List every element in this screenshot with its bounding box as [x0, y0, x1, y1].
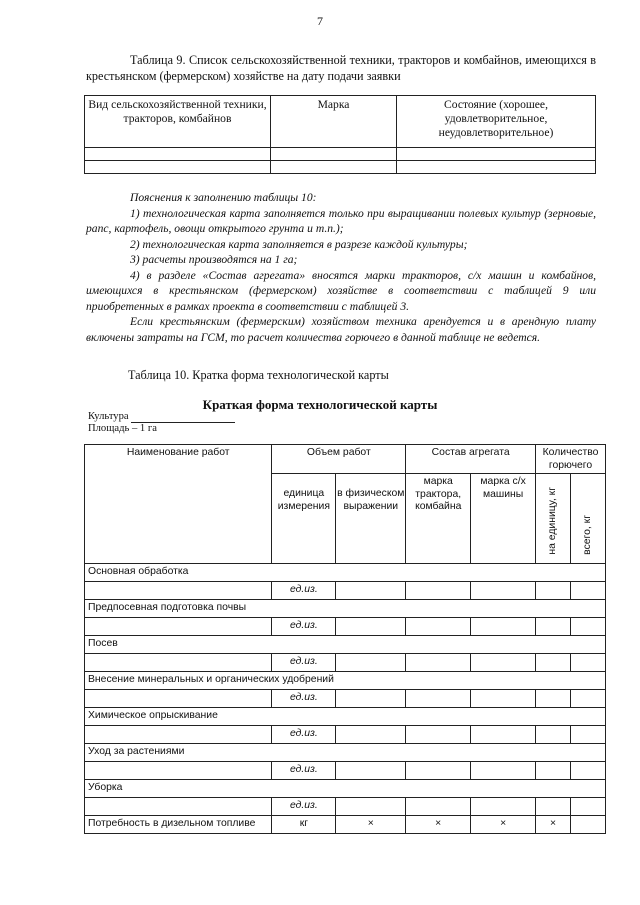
input-cell[interactable]	[571, 654, 606, 672]
input-cell[interactable]	[85, 582, 272, 600]
table-row	[85, 690, 606, 708]
unit-cell: ед.из.	[272, 762, 336, 780]
note-item: 2) технологическая карта заполняется в разрезе каждой культуры;	[130, 237, 468, 251]
card-title: Краткая форма технологической карты	[202, 397, 438, 412]
table10-caption: Таблица 10. Кратка форма технологической карты	[128, 368, 389, 382]
input-cell[interactable]	[336, 654, 406, 672]
card-meta	[88, 411, 235, 435]
input-cell[interactable]	[406, 690, 471, 708]
header-volume: Объем работ	[272, 445, 406, 474]
table-row	[85, 582, 606, 600]
header-aggregate: Состав агрегата	[406, 445, 536, 474]
culture-field[interactable]	[131, 412, 235, 423]
diesel-mark: ×	[536, 816, 571, 834]
input-cell[interactable]	[536, 582, 571, 600]
note-item: 1) технологическая карта заполняется только при выращивании полевых культур (зерновые, рапс, картофель, овощи открытого грунта и т.п.);	[86, 206, 596, 235]
header-work-name: Наименование работ	[85, 445, 272, 564]
input-cell[interactable]	[536, 618, 571, 636]
table9-header-brand: Марка	[271, 96, 397, 148]
input-cell[interactable]	[471, 798, 536, 816]
culture-label: Культура	[88, 411, 129, 422]
unit-cell: ед.из.	[272, 654, 336, 672]
table10-body	[85, 564, 606, 834]
input-cell[interactable]	[571, 798, 606, 816]
input-cell[interactable]	[406, 762, 471, 780]
unit-cell: ед.из.	[272, 618, 336, 636]
input-cell[interactable]	[471, 654, 536, 672]
input-cell[interactable]	[336, 690, 406, 708]
page-number: 7	[317, 14, 323, 28]
notes-title: Пояснения к заполнению таблицы 10:	[130, 191, 317, 204]
section-row	[85, 744, 606, 762]
input-cell[interactable]	[571, 726, 606, 744]
header-unit: единица измерения	[272, 474, 336, 564]
area-label: Площадь – 1 га	[88, 423, 157, 434]
section-title: Посев	[85, 636, 606, 654]
section-row	[85, 600, 606, 618]
unit-cell: ед.из.	[272, 690, 336, 708]
note-item: 4) в разделе «Состав агрегата» вносятся марки тракторов, с/х машин и комбайнов, имеющихся в крестьянском (фермерском) хозяйстве в соответствии с таблицей 9 или приобретенных в рамках проекта в соответствии с таблицей 3.	[86, 268, 596, 313]
header-per-unit: на единицу, кг	[536, 474, 571, 564]
table9	[84, 95, 596, 174]
input-cell[interactable]	[406, 798, 471, 816]
table10	[84, 444, 606, 834]
input-cell[interactable]	[406, 726, 471, 744]
input-cell[interactable]	[336, 726, 406, 744]
header-machine: марка с/х машины	[471, 474, 536, 564]
input-cell[interactable]	[85, 618, 272, 636]
input-cell[interactable]	[471, 726, 536, 744]
section-row	[85, 672, 606, 690]
header-tractor: марка трактора, комбайна	[406, 474, 471, 564]
input-cell[interactable]	[571, 762, 606, 780]
input-cell[interactable]	[336, 618, 406, 636]
input-cell[interactable]	[536, 654, 571, 672]
table-row	[85, 762, 606, 780]
input-cell[interactable]	[471, 690, 536, 708]
input-cell[interactable]	[336, 762, 406, 780]
section-row	[85, 564, 606, 582]
input-cell[interactable]	[85, 654, 272, 672]
input-cell[interactable]	[536, 690, 571, 708]
note-item: Если крестьянским (фермерским) хозяйством техника арендуется и в арендную плату включены затраты на ГСМ, то расчет количества горючего в данной таблице не ведется.	[86, 315, 596, 344]
header-total: всего, кг	[571, 474, 606, 564]
section-row	[85, 636, 606, 654]
note-item: 3) расчеты производятся на 1 га;	[130, 253, 298, 266]
section-title: Химическое опрыскивание	[85, 708, 606, 726]
section-title: Уход за растениями	[85, 744, 606, 762]
input-cell[interactable]	[571, 618, 606, 636]
section-title: Предпосевная подготовка почвы	[85, 600, 606, 618]
input-cell[interactable]	[571, 690, 606, 708]
input-cell[interactable]	[536, 798, 571, 816]
table-row	[85, 618, 606, 636]
table9-header-state: Состояние (хорошее, удовлетворительное, неудовлетворительное)	[397, 96, 596, 148]
section-title: Внесение минеральных и органических удобрений	[85, 672, 606, 690]
input-cell[interactable]	[406, 582, 471, 600]
input-cell[interactable]	[85, 798, 272, 816]
input-cell[interactable]	[571, 582, 606, 600]
table-row	[85, 148, 596, 161]
table-row	[85, 726, 606, 744]
table9-header-type: Вид сельскохозяйственной техники, тракторов, комбайнов	[85, 96, 271, 148]
table9-caption: Таблица 9. Список сельскохозяйственной техники, тракторов и комбайнов, имеющихся в крестьянском (фермерском) хозяйстве на дату подачи заявки	[86, 53, 596, 83]
unit-cell: ед.из.	[272, 582, 336, 600]
unit-cell: ед.из.	[272, 798, 336, 816]
diesel-mark: ×	[406, 816, 471, 834]
input-cell[interactable]	[85, 726, 272, 744]
table-row	[85, 654, 606, 672]
section-row	[85, 780, 606, 798]
header-physical: в физическом выражении	[336, 474, 406, 564]
unit-cell: ед.из.	[272, 726, 336, 744]
input-cell[interactable]	[336, 582, 406, 600]
input-cell[interactable]	[536, 726, 571, 744]
diesel-mark: ×	[336, 816, 406, 834]
section-row	[85, 708, 606, 726]
input-cell[interactable]	[471, 618, 536, 636]
diesel-label: Потребность в дизельном топливе	[85, 816, 272, 834]
section-title: Основная обработка	[85, 564, 606, 582]
table-row	[85, 798, 606, 816]
fill-notes	[86, 190, 596, 345]
input-cell[interactable]	[471, 762, 536, 780]
input-cell[interactable]	[336, 798, 406, 816]
diesel-unit: кг	[272, 816, 336, 834]
input-cell[interactable]	[571, 816, 606, 834]
diesel-row	[85, 816, 606, 834]
input-cell[interactable]	[536, 762, 571, 780]
input-cell[interactable]	[85, 762, 272, 780]
diesel-mark: ×	[471, 816, 536, 834]
input-cell[interactable]	[85, 690, 272, 708]
section-title: Уборка	[85, 780, 606, 798]
header-fuel: Количество горючего	[536, 445, 606, 474]
input-cell[interactable]	[471, 582, 536, 600]
input-cell[interactable]	[406, 654, 471, 672]
table-row	[85, 161, 596, 174]
input-cell[interactable]	[406, 618, 471, 636]
